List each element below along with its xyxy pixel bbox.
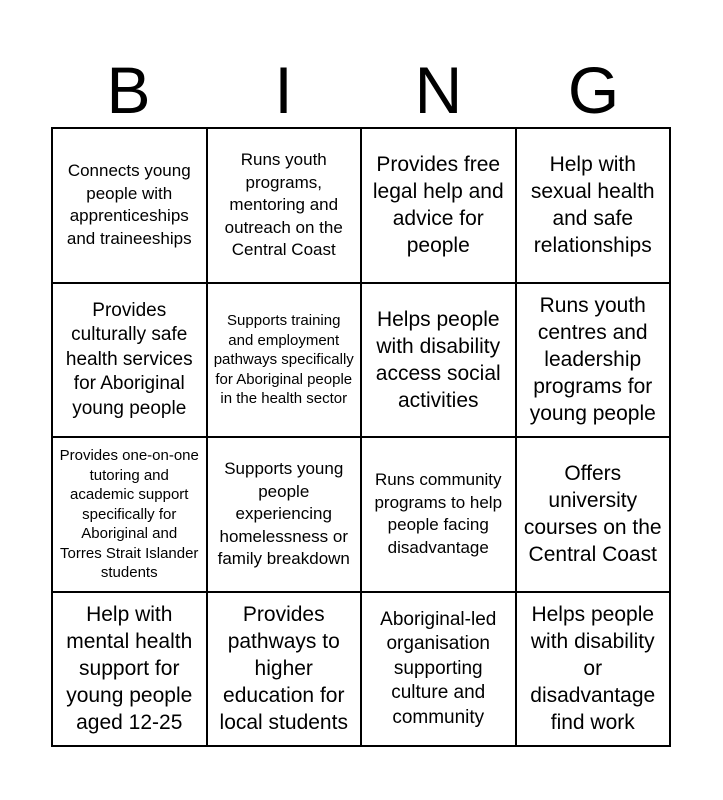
bingo-cell-r3c4[interactable] xyxy=(517,438,672,593)
cell-text: Aboriginal-led organisation supporting culture and community xyxy=(380,608,497,728)
bingo-cell-r2c1[interactable] xyxy=(53,284,208,439)
bingo-grid xyxy=(51,127,671,747)
cell-text: Provides one-on-one tutoring and academic support specifically for Aboriginal and Torres Strait Islander students xyxy=(59,447,199,581)
cell-text: Supports young people experiencing homelessness or family breakdown xyxy=(217,459,350,568)
cell-text: Helps people with disability or disadvantage find work xyxy=(530,603,656,735)
title-letter-b: B xyxy=(106,53,151,127)
cell-text: Provides free legal help and advice for people xyxy=(372,153,504,258)
cell-text: Offers university courses on the Central Coast xyxy=(523,462,662,567)
bingo-cell-r3c1[interactable] xyxy=(53,438,208,593)
title-letter-i: I xyxy=(274,53,293,127)
bingo-cell-r2c3[interactable] xyxy=(362,284,517,439)
bingo-cell-r1c4[interactable] xyxy=(517,129,672,284)
bingo-cell-r4c2[interactable] xyxy=(208,593,363,748)
bingo-title xyxy=(51,52,671,128)
bingo-cell-r1c2[interactable] xyxy=(208,129,363,284)
title-letter-g: G xyxy=(567,53,620,127)
bingo-cell-r1c1[interactable] xyxy=(53,129,208,284)
bingo-cell-r2c2[interactable] xyxy=(208,284,363,439)
title-letter-n: N xyxy=(414,53,463,127)
cell-text: Runs youth centres and leadership programs for young people xyxy=(529,294,656,426)
bingo-cell-r4c3[interactable] xyxy=(362,593,517,748)
cell-text: Help with mental health support for young people aged 12-25 xyxy=(66,603,193,735)
bingo-cell-r1c3[interactable] xyxy=(362,129,517,284)
cell-text: Provides pathways to higher education for local students xyxy=(219,603,348,735)
cell-text: Runs youth programs, mentoring and outreach on the Central Coast xyxy=(224,150,343,259)
cell-text: Runs community programs to help people facing disadvantage xyxy=(374,470,503,557)
cell-text: Connects young people with apprenticeships and traineeships xyxy=(66,161,192,248)
bingo-cell-r3c3[interactable] xyxy=(362,438,517,593)
cell-text: Helps people with disability access social activities xyxy=(375,307,501,412)
bingo-cell-r4c4[interactable] xyxy=(517,593,672,748)
bingo-cell-r4c1[interactable] xyxy=(53,593,208,748)
bingo-cell-r2c4[interactable] xyxy=(517,284,672,439)
cell-text: Provides culturally safe health services for Aboriginal young people xyxy=(65,299,193,419)
cell-text: Help with sexual health and safe relationships xyxy=(530,153,655,258)
bingo-cell-r3c2[interactable] xyxy=(208,438,363,593)
cell-text: Supports training and employment pathways specifically for Aboriginal people in the health sector xyxy=(213,312,354,407)
